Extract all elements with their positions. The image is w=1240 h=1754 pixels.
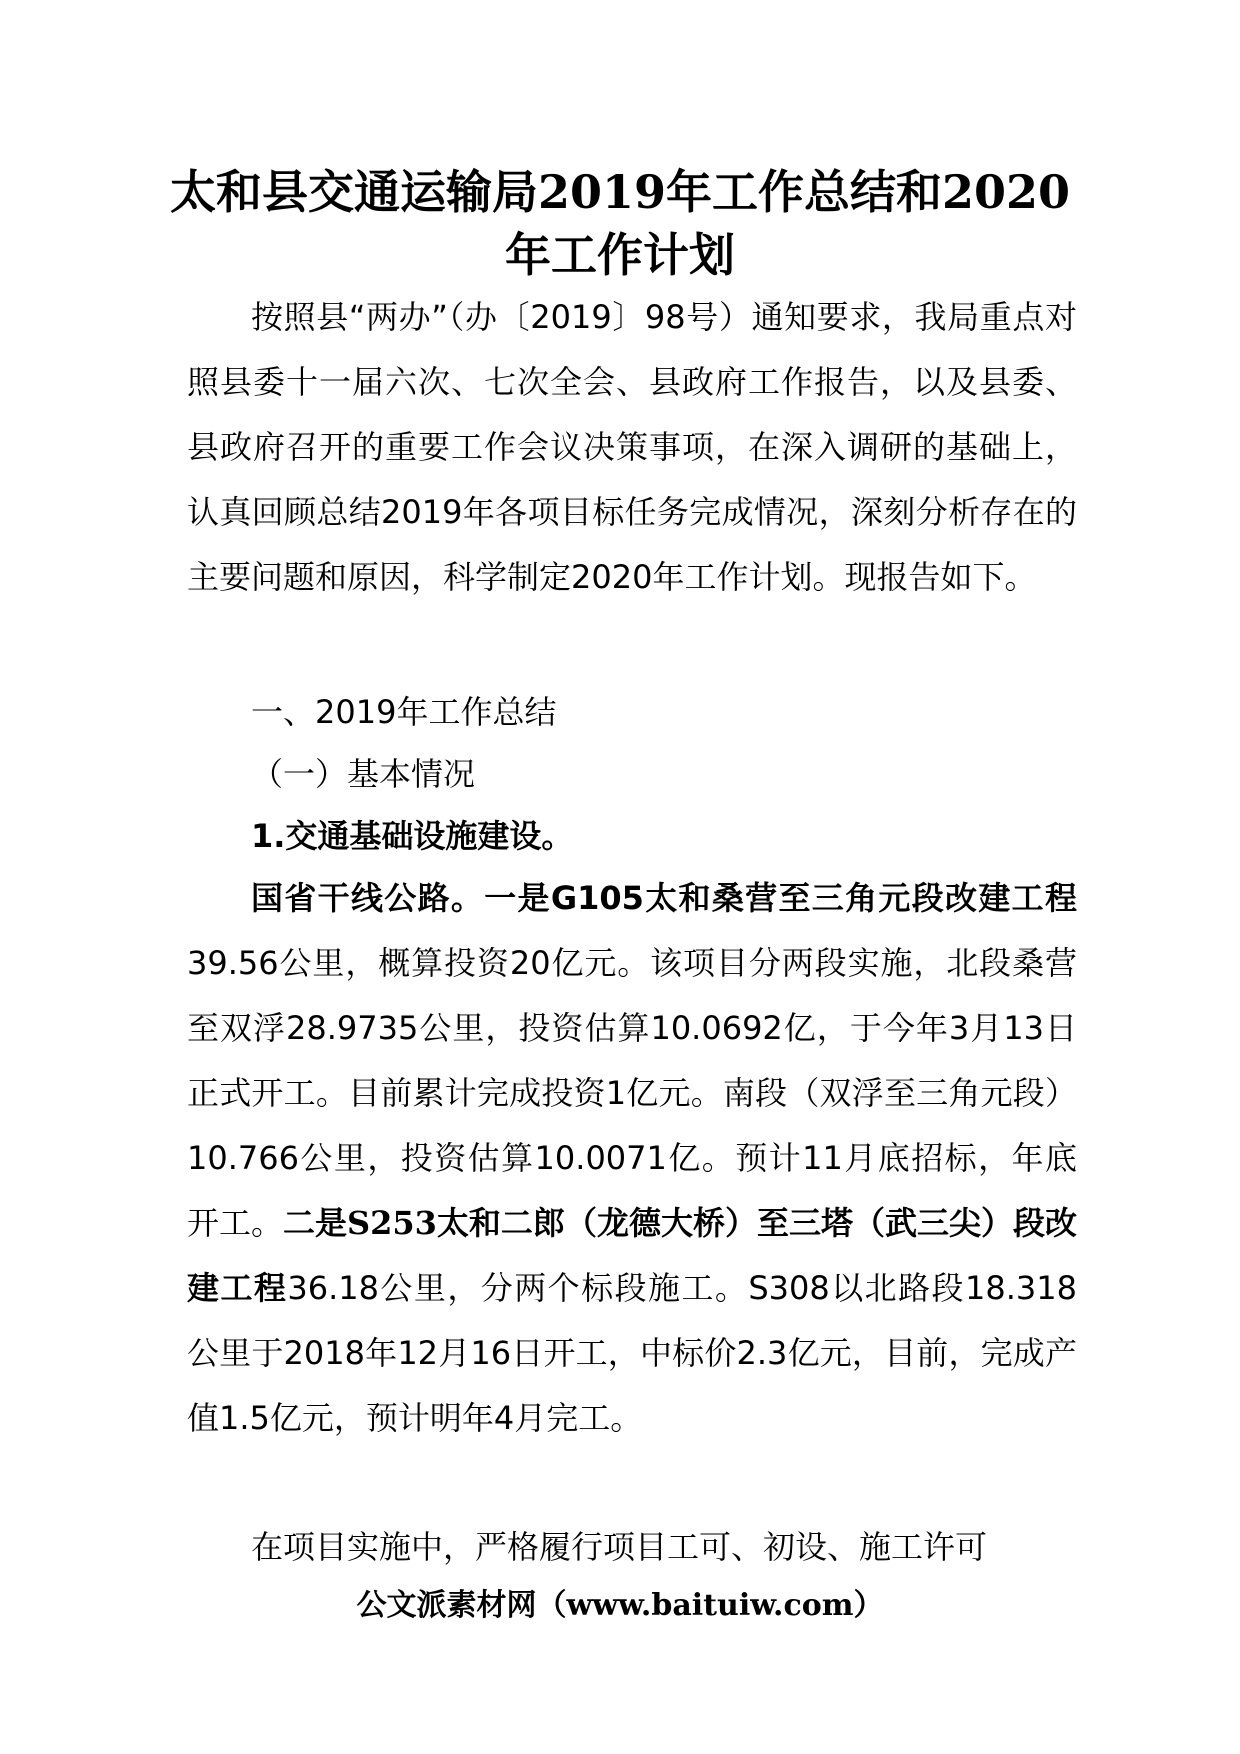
section-heading-2: （一）基本情况 — [251, 755, 476, 793]
highway-text-1: 39.56公里，概算投资20亿元。该项目分两段实施，北段桑营至双浮28.9735公里，投资估算10.0692亿，于今年3月13日正式开工。目前累计完成投资1亿元。南段（双浮至三角元段）10.766公里，投资估算10.0071亿。预计11月底招标，年底开工。 — [187, 944, 1077, 1242]
highway-paragraph — [187, 866, 1077, 1451]
intro-paragraph: 按照县“两办”（办〔2019〕98号）通知要求，我局重点对照县委十一届六次、七次全会、县政府工作报告，以及县委、县政府召开的重要工作会议决策事项，在深入调研的基础上，认真回顾总结2019年各项目标任务完成情况，深刻分析存在的主要问题和原因，科学制定2020年工作计划。现报告如下。 — [187, 298, 1077, 596]
page-footer: 公文派素材网（www.baituiw.com） — [356, 1588, 884, 1623]
section-heading-3: 1.交通基础设施建设。 — [251, 817, 574, 855]
document-title-line-2: 年工作计划 — [505, 228, 735, 282]
highway-lead-bold: 国省干线公路。一是G105太和桑营至三角元段改建工程 — [251, 879, 1077, 917]
highway-text-2: 36.18公里，分两个标段施工。S308以北路段18.318公里于2018年12月16日开工，中标价2.3亿元，目前，完成产值1.5亿元，预计明年4月完工。 — [187, 1269, 1077, 1437]
section-heading-1: 一、2019年工作总结 — [251, 693, 557, 731]
document-title-line-1: 太和县交通运输局2019年工作总结和2020 — [169, 165, 1071, 219]
highway-mid-bold: 二是S253太和二郎（龙德大桥）至三塔（武三尖）段改建工程 — [187, 1204, 1077, 1307]
implementation-paragraph: 在项目实施中，严格履行项目工可、初设、施工许可 — [251, 1528, 988, 1566]
